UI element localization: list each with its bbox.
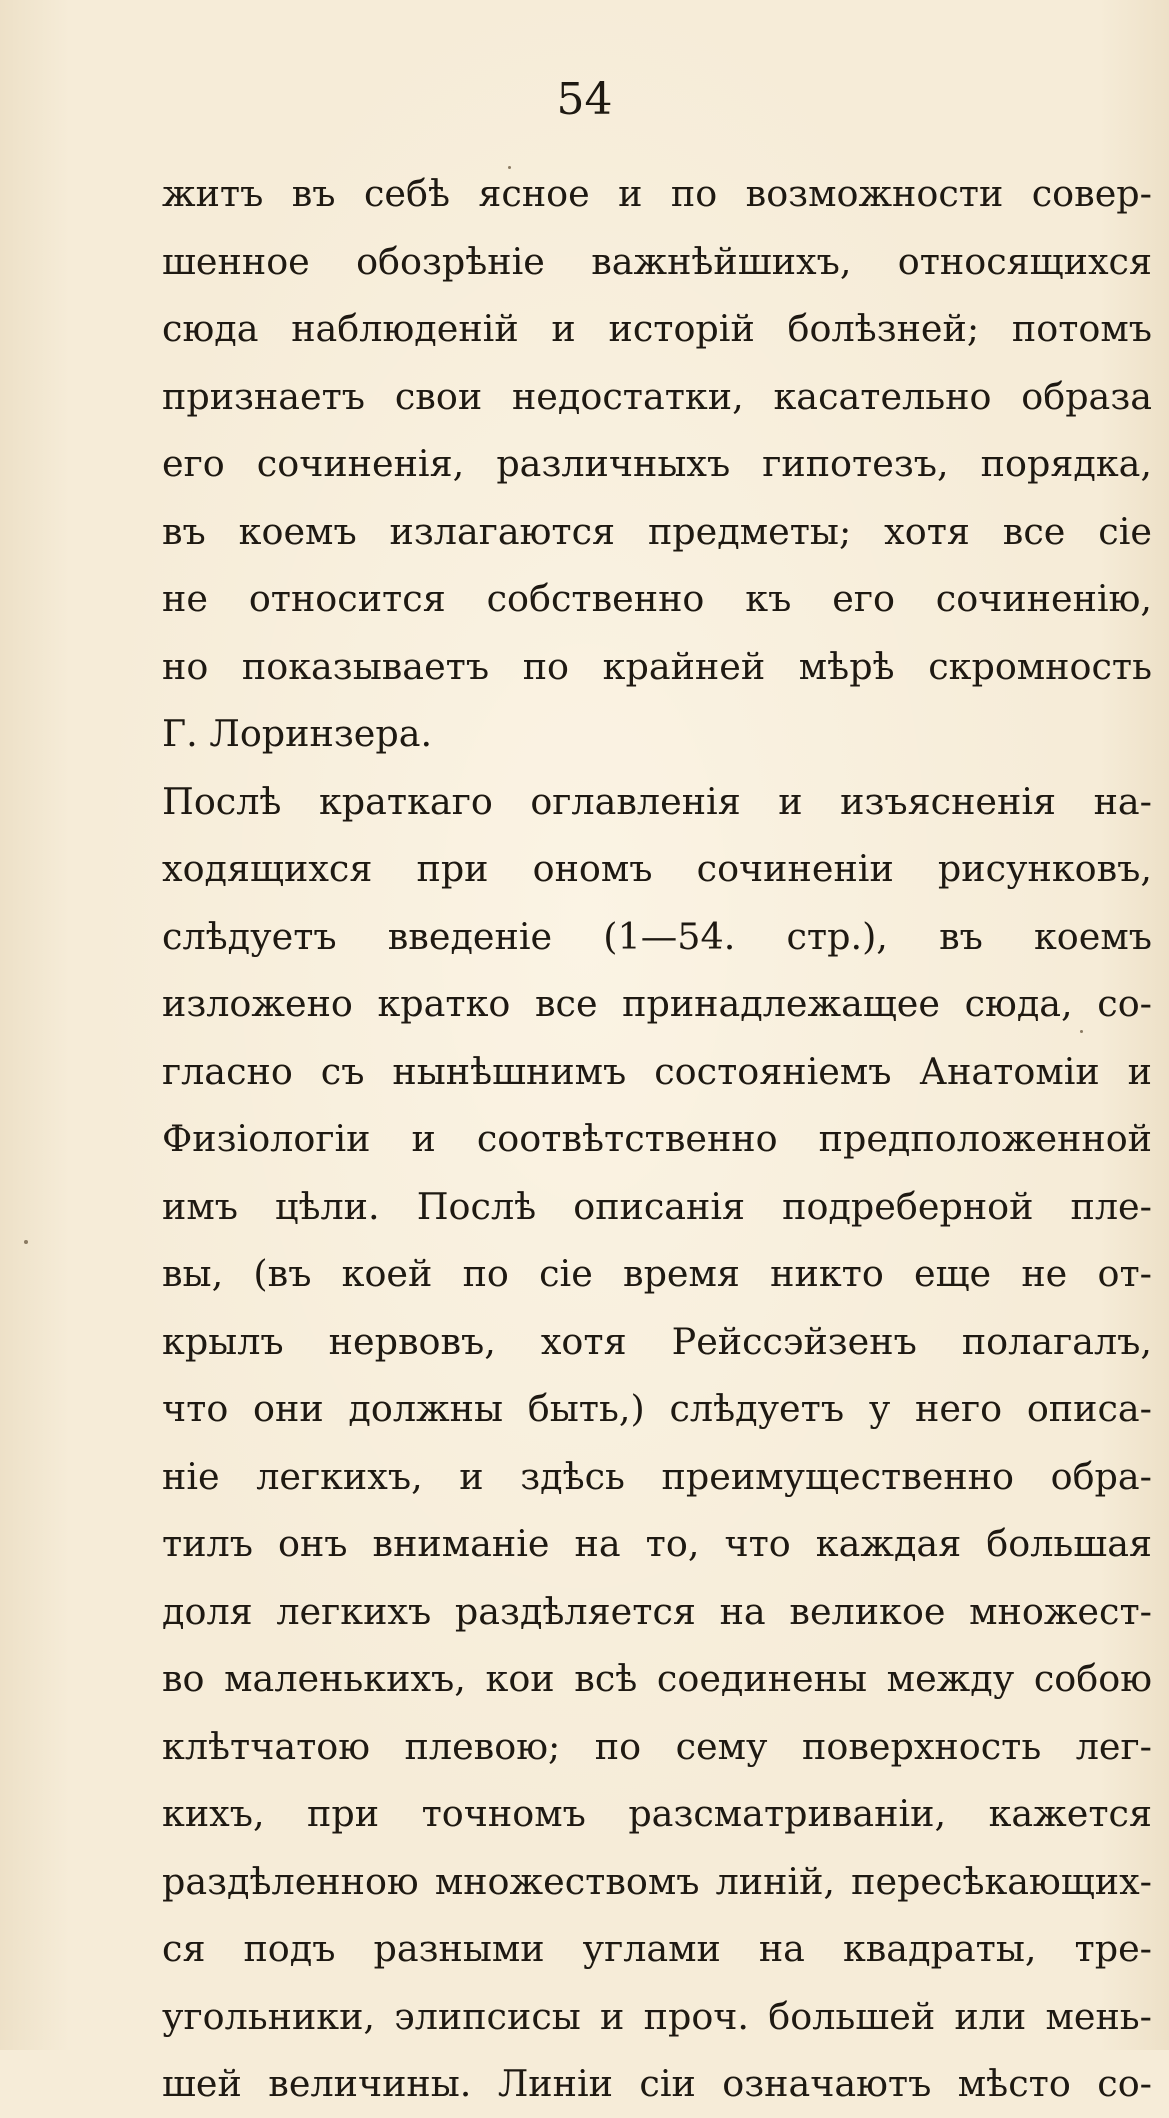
text-line: въ коемъ излагаются предметы; хотя все сіе [162, 509, 1152, 553]
text-line: шей величины. Линіи сіи означаютъ мѣсто со- [162, 2062, 1152, 2105]
text-line: клѣтчатою плевою; по сему поверхность лег- [162, 1724, 1152, 1768]
text-line: шенное обозрѣніе важнѣйшихъ, относящихся [162, 239, 1152, 283]
paper-speck [508, 166, 511, 169]
text-line: что они должны быть,) слѣдуетъ у него описа- [162, 1387, 1152, 1430]
text-line: тилъ онъ вниманіе на то, что каждая большая [162, 1522, 1152, 1565]
text-line: ніе легкихъ, и здѣсь преимущественно обра- [162, 1454, 1152, 1498]
text-line: гласно съ нынѣшнимъ состояніемъ Анатоміи и [162, 1049, 1152, 1093]
text-line: доля легкихъ раздѣляется на великое множест- [162, 1589, 1152, 1633]
text-line: признаетъ свои недостатки, касательно образа [162, 374, 1152, 418]
text-line: ходящихся при ономъ сочиненіи рисунковъ, [162, 847, 1152, 890]
text-line: крылъ нервовъ, хотя Рейссэйзенъ полагалъ, [162, 1319, 1152, 1363]
paper-speck [24, 1240, 28, 1244]
text-line: раздѣленною множествомъ линій, пересѣкающих- [162, 1859, 1152, 1903]
text-line: Послѣ краткаго оглавленія и изъясненія на- [162, 779, 1152, 823]
text-line: Г. Лоринзера. [162, 712, 433, 755]
text-line: кихъ, при точномъ разсматриваніи, кажется [162, 1792, 1152, 1835]
text-line: его сочиненія, различныхъ гипотезъ, порядка, [162, 442, 1152, 485]
text-line: житъ въ себѣ ясное и по возможности совер- [162, 172, 1152, 215]
text-line: Физіологіи и соотвѣтственно предположенной [162, 1117, 1152, 1160]
page-number: 54 [556, 74, 613, 125]
text-line: сюда наблюденій и исторій болѣзней; потомъ [162, 307, 1152, 350]
paper-speck [1080, 1030, 1083, 1033]
text-line: изложено кратко все принадлежащее сюда, со- [162, 982, 1152, 1025]
paragraph-start-line [162, 768, 1152, 836]
text-line: во маленькихъ, кои всѣ соединены между собою [162, 1657, 1152, 1700]
text-line: ся подъ разными углами на квадраты, тре- [162, 1927, 1152, 1970]
text-line: вы, (въ коей по сіе время никто еще не от- [162, 1252, 1152, 1295]
text-line: не относится собственно къ его сочиненію, [162, 577, 1152, 620]
text-line: угольники, элипсисы и проч. большей или мень- [162, 1994, 1152, 2038]
text-line: но показываетъ по крайней мѣрѣ скромность [162, 644, 1152, 688]
text-line: имъ цѣли. Послѣ описанія подреберной пле- [162, 1184, 1152, 1228]
text-line: слѣдуетъ введеніе (1—54. стр.), въ коемъ [162, 914, 1152, 958]
body-text [162, 160, 1152, 2118]
